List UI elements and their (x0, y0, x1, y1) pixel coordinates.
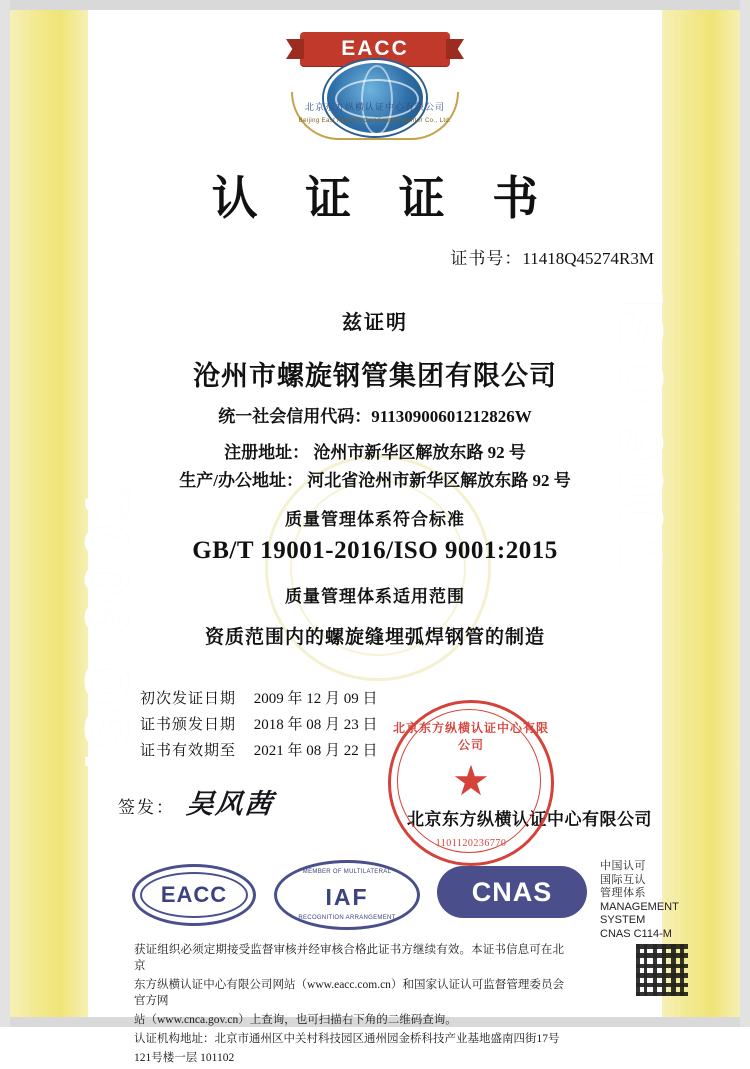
seal-code: 1101120236770 (435, 838, 507, 849)
date-row-initial (140, 686, 378, 712)
eacc-logo-cn-text: 北京东方纵横认证中心有限公司 (304, 102, 445, 112)
scope-label: 质量管理体系适用范围 (285, 587, 465, 606)
signature-name: 吴风茜 (185, 789, 276, 819)
star-icon: ★ (452, 759, 490, 806)
cnas-cn-line-1: 中国认可 (600, 860, 646, 872)
standard-reference: GB/T 19001-2016/ISO 9001:2015 (192, 537, 558, 564)
date-label-initial: 初次发证日期 (140, 691, 237, 707)
certificate-number-label: 证书号： (450, 249, 523, 268)
date-label-issue: 证书颁发日期 (140, 717, 237, 733)
eacc-logo-label: EACC (160, 882, 228, 907)
certificate-number-value: 11418Q45274R3M (522, 249, 654, 268)
accreditation-logos (132, 860, 679, 940)
dates-block (140, 686, 378, 764)
official-red-seal (388, 700, 554, 866)
qms-conformity-label: 质量管理体系符合标准 (285, 510, 465, 529)
issuing-body-name: 北京东方纵横认证中心有限公司 (407, 810, 652, 829)
date-value-initial: 2009 年 12 月 09 日 (253, 691, 378, 707)
registered-address: 注册地址： 沧州市新华区解放东路 92 号 (224, 443, 526, 462)
page-title: 认 证 证 书 (211, 173, 557, 224)
cnas-accreditation-text (600, 860, 679, 941)
company-name: 沧州市螺旋钢管集团有限公司 (193, 361, 557, 391)
page-border-top (0, 0, 750, 10)
footer-line-1: 获证组织必须定期接受监督审核并经审核合格此证书方继续有效。本证书信息可在北京 (134, 944, 564, 972)
iaf-logo (274, 860, 420, 930)
eacc-logo (132, 864, 256, 926)
footer-line-2: 东方纵横认证中心有限公司网站（www.eacc.com.cn）和国家认证认可监督管理委员会官方网 (134, 979, 564, 1007)
scope-text: 资质范围内的螺旋缝埋弧焊钢管的制造 (204, 627, 545, 648)
date-row-expiry (140, 738, 378, 764)
cnas-en-line-2: CNAS C114-M (600, 927, 672, 940)
cnas-logo (437, 866, 587, 918)
signature-row (118, 782, 274, 821)
iaf-logo-top-text: MEMBER OF MULTILATERAL (302, 869, 392, 875)
footer-line-4: 认证机构地址：北京市通州区中关村科技园区通州园金桥科技产业基地盛南四街17号 (134, 1033, 560, 1045)
side-band-left-text: ISO 9001 (73, 484, 142, 770)
side-band-right-text: ISO 9001 (606, 290, 675, 576)
credit-code: 统一社会信用代码：91130900601212826W (218, 407, 532, 426)
footer-note (134, 942, 564, 1069)
iaf-logo-label: IAF (325, 884, 369, 910)
hereby-statement: 兹证明 (342, 312, 408, 334)
page-border-right (740, 0, 750, 1027)
page-border-left (0, 0, 10, 1027)
date-value-expiry: 2021 年 08 月 22 日 (253, 743, 378, 759)
certificate-number (450, 244, 654, 269)
footer-line-3: 站（www.cnca.gov.cn）上查询，也可扫描右下角的二维码查询。 (134, 1014, 457, 1026)
eacc-arc-en-text: Beijing East Aibeach Certification Center Co., Ltd. (298, 118, 452, 124)
cnas-logo-label: CNAS (471, 876, 553, 907)
footer-line-5: 121号楼一层 101102 (134, 1052, 235, 1064)
cnas-cn-line-3: 管理体系 (600, 887, 646, 899)
cnas-en-line-1: MANAGEMENT SYSTEM (600, 900, 679, 926)
side-band-left (10, 10, 142, 1017)
eacc-ribbon-label: EACC (341, 37, 409, 60)
iaf-logo-bottom-text: RECOGNITION ARRANGEMENT (298, 915, 396, 921)
eacc-header-logo (290, 32, 460, 142)
seal-organization-text: 北京东方纵横认证中心有限公司 (392, 721, 549, 752)
signature-label: 签发： (118, 798, 175, 817)
date-row-issue (140, 712, 378, 738)
office-address: 生产/办公地址： 河北省沧州市新华区解放东路 92 号 (179, 471, 571, 490)
certificate-content (88, 10, 679, 1064)
cnas-cn-line-2: 国际互认 (600, 873, 646, 886)
date-label-expiry: 证书有效期至 (140, 743, 237, 759)
qr-code-icon (636, 944, 688, 996)
date-value-issue: 2018 年 08 月 23 日 (253, 717, 378, 733)
